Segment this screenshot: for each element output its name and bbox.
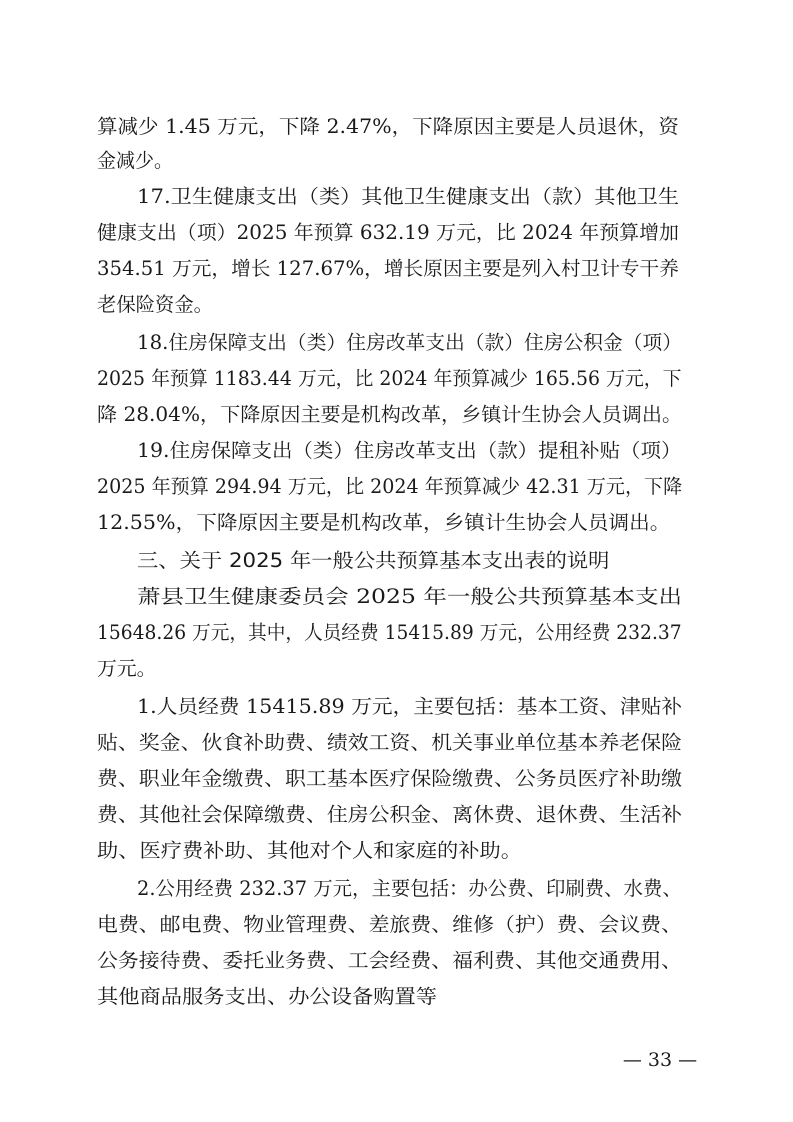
paragraph-18-line: 18.住房保障支出（类）住房改革支出（款）住房公积金（项） bbox=[137, 331, 683, 354]
section-intro-line: 万元。 bbox=[97, 657, 157, 680]
public-expense-line: 2.公用经费 232.37 万元，主要包括：办公费、印刷费、水费、 bbox=[137, 877, 682, 900]
paragraph-17-line: 老保险资金。 bbox=[97, 293, 214, 316]
personnel-expense-line: 贴、奖金、伙食补助费、绩效工资、机关事业单位基本养老保险 bbox=[97, 731, 683, 754]
body-line: 金减少。 bbox=[97, 149, 174, 172]
personnel-expense-line: 费、职业年金缴费、职工基本医疗保险缴费、公务员医疗补助缴 bbox=[97, 767, 683, 790]
public-expense-line: 电费、邮电费、物业管理费、差旅费、维修（护）费、会议费、 bbox=[97, 913, 683, 936]
body-line: 算减少 1.45 万元，下降 2.47%，下降原因主要是人员退休，资 bbox=[97, 115, 679, 138]
section-heading: 三、关于 2025 年一般公共预算基本支出表的说明 bbox=[137, 549, 610, 572]
paragraph-17-line: 健康支出（项）2025 年预算 632.19 万元，比 2024 年预算增加 bbox=[97, 221, 679, 244]
personnel-expense-line: 1.人员经费 15415.89 万元，主要包括：基本工资、津贴补 bbox=[137, 695, 683, 718]
paragraph-18-line: 2025 年预算 1183.44 万元，比 2024 年预算减少 165.56 万元，下 bbox=[97, 367, 682, 390]
personnel-expense-line: 费、其他社会保障缴费、住房公积金、离休费、退休费、生活补 bbox=[97, 803, 683, 826]
page-number: — 33 — bbox=[622, 1049, 698, 1071]
paragraph-17-line: 354.51 万元，增长 127.67%，增长原因主要是列入村卫计专干养 bbox=[97, 257, 679, 280]
paragraph-19-line: 19.住房保障支出（类）住房改革支出（款）提租补贴（项） bbox=[137, 439, 682, 462]
public-expense-line: 其他商品服务支出、办公设备购置等 bbox=[97, 985, 438, 1008]
section-intro-line: 15648.26 万元，其中，人员经费 15415.89 万元，公用经费 232.37 bbox=[97, 621, 682, 644]
paragraph-18-line: 降 28.04%，下降原因主要是机构改革，乡镇计生协会人员调出。 bbox=[97, 403, 683, 426]
personnel-expense-line: 助、医疗费补助、其他对个人和家庭的补助。 bbox=[97, 839, 523, 862]
section-intro-line: 萧县卫生健康委员会 2025 年一般公共预算基本支出 bbox=[137, 585, 683, 608]
public-expense-line: 公务接待费、委托业务费、工会经费、福利费、其他交通费用、 bbox=[97, 949, 683, 972]
paragraph-19-line: 12.55%，下降原因主要是机构改革，乡镇计生协会人员调出。 bbox=[97, 511, 671, 534]
paragraph-19-line: 2025 年预算 294.94 万元，比 2024 年预算减少 42.31 万元，下降 bbox=[97, 475, 683, 498]
paragraph-17-line: 17.卫生健康支出（类）其他卫生健康支出（款）其他卫生 bbox=[137, 185, 680, 208]
